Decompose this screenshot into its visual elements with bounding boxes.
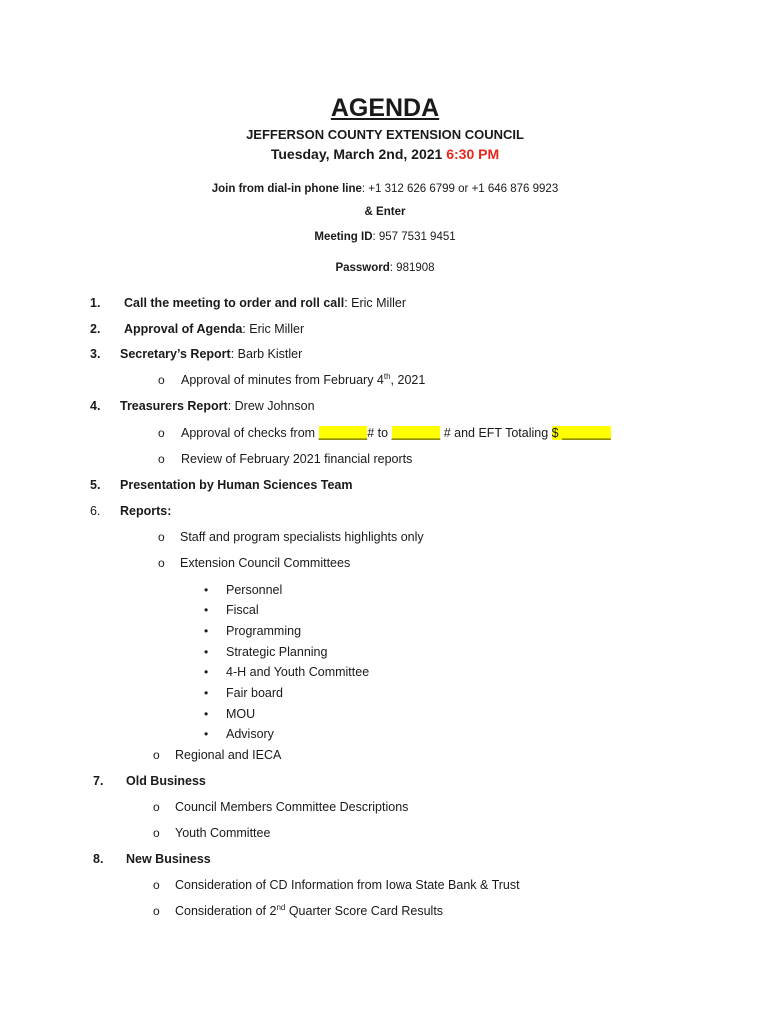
bullet-marker: • [204, 665, 209, 679]
item-8-sub-2: Consideration of 2nd Quarter Score Card Results [175, 903, 444, 918]
bullet-marker: • [204, 707, 209, 721]
item-2 [124, 322, 304, 336]
item-7-sub-2: Youth Committee [175, 826, 271, 840]
item-4-sub-2: Review of February 2021 financial reports [181, 452, 413, 466]
item-5-number: 5. [90, 478, 101, 492]
circle-marker: o [158, 373, 165, 387]
item-4-number: 4. [90, 399, 101, 413]
page-title: AGENDA [330, 94, 440, 122]
item-8-number: 8. [93, 852, 104, 866]
item-5-label: Presentation by Human Sciences Team [120, 478, 353, 492]
item-1-label: Call the meeting to order and roll call [124, 296, 345, 310]
item-1-number: 1. [90, 296, 101, 310]
item-8 [126, 852, 211, 866]
committee-item: MOU [226, 707, 256, 721]
item-3-presenter: : Barb Kistler [230, 347, 303, 361]
committee-item: Fair board [226, 686, 283, 700]
committee-item: Fiscal [226, 603, 259, 617]
item-3 [120, 347, 302, 361]
item-4-label: Treasurers Report [120, 399, 228, 413]
dial-in-numbers: : +1 312 626 6799 or +1 646 876 9923 [361, 183, 559, 195]
item-7 [126, 774, 206, 788]
item-5 [120, 478, 353, 492]
meeting-time: 6:30 PM [446, 146, 500, 162]
organization-name: JEFFERSON COUNTY EXTENSION COUNCIL [246, 127, 524, 142]
item-2-label: Approval of Agenda [124, 322, 243, 336]
committee-item: 4-H and Youth Committee [226, 665, 370, 679]
item-7-number: 7. [93, 774, 104, 788]
committee-item: Personnel [226, 583, 283, 597]
highlight-blank-1: _______ [318, 426, 368, 440]
circle-marker: o [153, 748, 160, 762]
enter-text: & Enter [364, 206, 406, 218]
highlight-blank-3: $ _______ [551, 426, 611, 440]
circle-marker: o [153, 826, 160, 840]
password-label: Password [335, 262, 390, 274]
item-2-number: 2. [90, 322, 101, 336]
date-text: Tuesday, March 2nd, 2021 [270, 146, 443, 162]
password-line [0, 262, 770, 274]
bullet-marker: • [204, 624, 209, 638]
item-8-sub-1: Consideration of CD Information from Iowa State Bank & Trust [175, 878, 520, 892]
bullet-marker: • [204, 645, 209, 659]
password-value: : 981908 [389, 262, 435, 274]
item-3-label: Secretary’s Report [120, 347, 231, 361]
item-3-sub-1: Approval of minutes from February 4th, 2021 [181, 372, 426, 387]
item-3-number: 3. [90, 347, 101, 361]
item-7-sub-1: Council Members Committee Descriptions [175, 800, 409, 814]
item-6-sub-2: Extension Council Committees [180, 556, 351, 570]
committee-item: Programming [226, 624, 302, 638]
circle-marker: o [153, 878, 160, 892]
circle-marker: o [153, 800, 160, 814]
item-2-presenter: : Eric Miller [242, 322, 305, 336]
bullet-marker: • [204, 686, 209, 700]
item-1-presenter: : Eric Miller [344, 296, 406, 310]
circle-marker: o [158, 452, 165, 466]
bullet-marker: • [204, 583, 209, 597]
circle-marker: o [158, 426, 165, 440]
committee-item: Strategic Planning [226, 645, 328, 659]
item-6-number: 6. [90, 504, 101, 518]
item-7-label: Old Business [126, 774, 206, 788]
highlight-blank-2: _______ [391, 426, 441, 440]
item-6 [120, 504, 171, 518]
item-6-sub-3: Regional and IECA [175, 748, 282, 762]
bullet-marker: • [204, 727, 209, 741]
item-4 [120, 399, 315, 413]
item-6-sub-1: Staff and program specialists highlights only [180, 530, 424, 544]
dial-in-line [0, 183, 770, 195]
meeting-id-value: : 957 7531 9451 [372, 231, 456, 243]
item-4-sub-1: Approval of checks from _______# to _______ # and EFT Totaling $ _______ [181, 426, 611, 440]
circle-marker: o [158, 556, 165, 570]
dial-in-label: Join from dial-in phone line [211, 183, 362, 195]
circle-marker: o [153, 904, 160, 918]
item-4-presenter: : Drew Johnson [227, 399, 315, 413]
item-6-label: Reports: [120, 504, 172, 518]
bullet-marker: • [204, 603, 209, 617]
meeting-id-line [0, 231, 770, 243]
meeting-id-label: Meeting ID [314, 231, 373, 243]
item-8-label: New Business [126, 852, 211, 866]
circle-marker: o [158, 530, 165, 544]
meeting-date [0, 146, 770, 162]
committee-item: Advisory [226, 727, 274, 741]
item-1 [124, 296, 406, 310]
